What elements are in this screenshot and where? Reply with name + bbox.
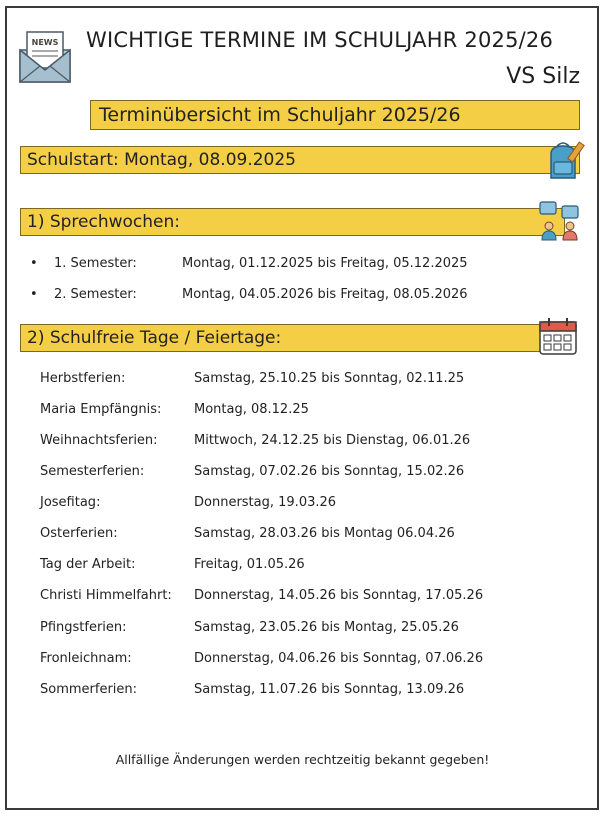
subtitle-banner: Terminübersicht im Schuljahr 2025/26 <box>90 100 580 130</box>
row-value: Freitag, 01.05.26 <box>194 557 305 572</box>
news-envelope-icon <box>18 28 72 84</box>
item-value: Montag, 01.12.2025 bis Freitag, 05.12.2025 <box>182 256 468 271</box>
row-label: Maria Empfängnis: <box>40 402 162 417</box>
bullet: • <box>30 256 38 271</box>
row-value: Montag, 08.12.25 <box>194 402 309 417</box>
row-label: Tag der Arbeit: <box>40 557 136 572</box>
item-label: 1. Semester: <box>54 256 137 271</box>
row-label: Pfingstferien: <box>40 620 127 635</box>
row-label: Weihnachtsferien: <box>40 433 158 448</box>
row-label: Josefitag: <box>40 495 101 510</box>
schulfrei-banner: 2) Schulfreie Tage / Feiertage: <box>20 324 565 352</box>
row-value: Samstag, 23.05.26 bis Montag, 25.05.26 <box>194 620 459 635</box>
row-label: Semesterferien: <box>40 464 145 479</box>
row-label: Christi Himmelfahrt: <box>40 588 172 603</box>
row-value: Mittwoch, 24.12.25 bis Dienstag, 06.01.26 <box>194 433 471 448</box>
news-label: NEWS <box>31 38 59 47</box>
row-value: Donnerstag, 04.06.26 bis Sonntag, 07.06.26 <box>194 651 484 666</box>
schulstart-banner: Schulstart: Montag, 08.09.2025 <box>20 146 580 174</box>
row-label: Herbstferien: <box>40 371 126 386</box>
row-value: Samstag, 07.02.26 bis Sonntag, 15.02.26 <box>194 464 465 479</box>
row-value: Samstag, 28.03.26 bis Montag 06.04.26 <box>194 526 455 541</box>
row-label: Fronleichnam: <box>40 651 132 666</box>
footer-note: Allfällige Änderungen werden rechtzeitig bekannt gegeben! <box>115 752 490 767</box>
row-label: Sommerferien: <box>40 682 138 697</box>
row-value: Donnerstag, 19.03.26 <box>194 495 337 510</box>
calendar-icon <box>538 316 578 356</box>
school-name: VS Silz <box>506 64 580 89</box>
item-label: 2. Semester: <box>54 287 137 302</box>
row-value: Donnerstag, 14.05.26 bis Sonntag, 17.05.26 <box>194 588 484 603</box>
sprechwochen-banner: 1) Sprechwochen: <box>20 208 565 236</box>
row-value: Samstag, 11.07.26 bis Sonntag, 13.09.26 <box>194 682 465 697</box>
conversation-icon <box>538 200 582 242</box>
row-value: Samstag, 25.10.25 bis Sonntag, 02.11.25 <box>194 371 465 386</box>
school-bag-icon <box>543 140 587 182</box>
bullet: • <box>30 287 38 302</box>
item-value: Montag, 04.05.2026 bis Freitag, 08.05.2026 <box>182 287 468 302</box>
row-label: Osterferien: <box>40 526 118 541</box>
page-title: WICHTIGE TERMINE IM SCHULJAHR 2025/26 <box>86 28 554 52</box>
